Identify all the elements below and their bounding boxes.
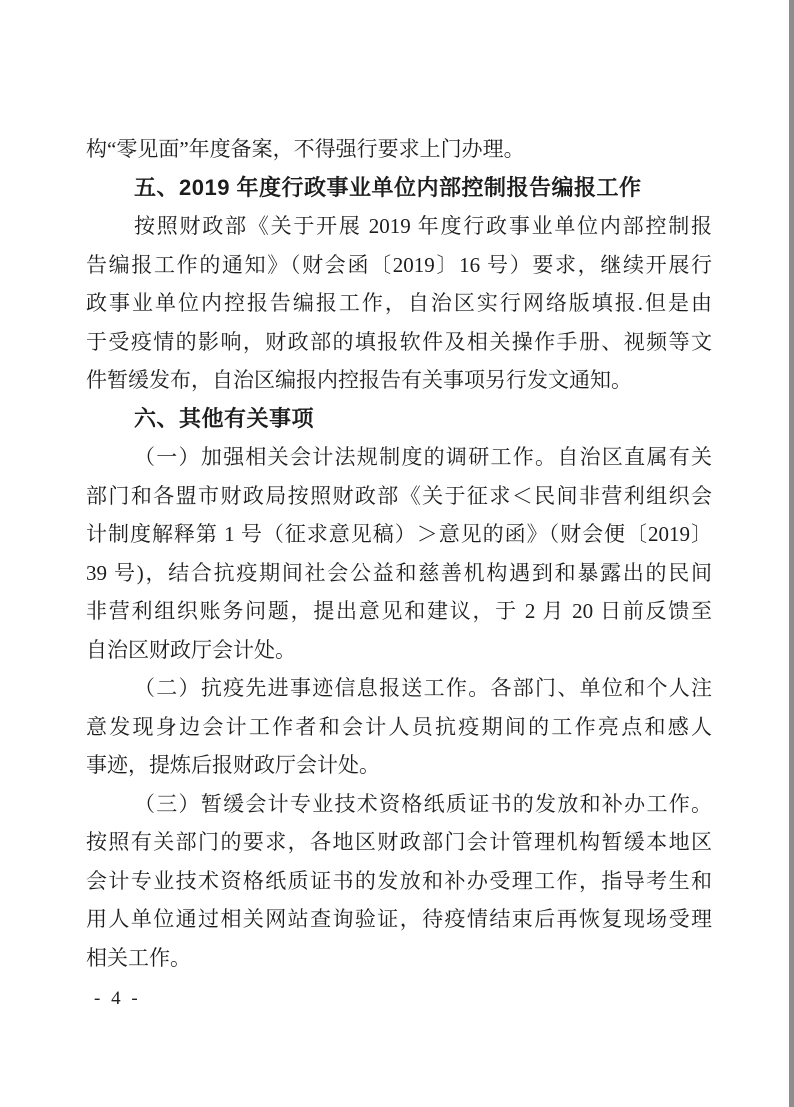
section-heading-six: 六、其他有关事项: [134, 405, 315, 431]
text-line: 非营利组织账务问题，提出意见和建议，于 2 月 20 日前反馈至: [86, 599, 712, 623]
text-block: [86, 130, 712, 977]
text-line: 于受疫情的影响，财政部的填报软件及相关操作手册、视频等文: [86, 329, 712, 354]
page-number: - 4 -: [94, 988, 141, 1009]
text-line: （一）加强相关会计法规制度的调研工作。自治区直属有关: [134, 445, 712, 469]
section-heading-five: 五、2019 年度行政事业单位内部控制报告编报工作: [134, 174, 642, 200]
text-line: （三）暂缓会计专业技术资格纸质证书的发放和补办工作。: [134, 791, 712, 816]
text-line: 部门和各盟市财政局按照财政部《关于征求＜民间非营利组织会: [86, 483, 712, 508]
text-line: 意发现身边会计工作者和会计人员抗疫期间的工作亮点和感人: [86, 714, 712, 739]
text-line: 按照有关部门的要求，各地区财政部门会计管理机构暂缓本地区: [86, 830, 712, 854]
text-line: 会计专业技术资格纸质证书的发放和补办受理工作，指导考生和: [86, 868, 712, 893]
text-line: 事迹，提炼后报财政厅会计处。: [86, 753, 380, 777]
text-line: 相关工作。: [86, 945, 191, 970]
text-line: （二）抗疫先进事迹信息报送工作。各部门、单位和个人注: [134, 676, 712, 700]
scan-edge-shadow: [789, 0, 794, 1107]
text-line: 计制度解释第 1 号（征求意见稿）＞意见的函》（财会便〔2019〕: [86, 522, 712, 546]
text-line: 件暂缓发布，自治区编报内控报告有关事项另行发文通知。: [86, 368, 632, 392]
text-line: 自治区财政厅会计处。: [86, 637, 296, 662]
text-line: 政事业单位内控报告编报工作，自治区实行网络版填报.但是由: [86, 291, 712, 315]
text-line: 用人单位通过相关网站查询验证，待疫情结束后再恢复现场受理: [86, 907, 712, 931]
text-line: 告编报工作的通知》（财会函〔2019〕16 号）要求，继续开展行: [86, 252, 712, 277]
text-line: 构“零见面”年度备案，不得强行要求上门办理。: [86, 137, 525, 161]
text-line: 39 号)，结合抗疫期间社会公益和慈善机构遇到和暴露出的民间: [86, 560, 712, 585]
text-line: 按照财政部《关于开展 2019 年度行政事业单位内部控制报: [134, 214, 712, 238]
